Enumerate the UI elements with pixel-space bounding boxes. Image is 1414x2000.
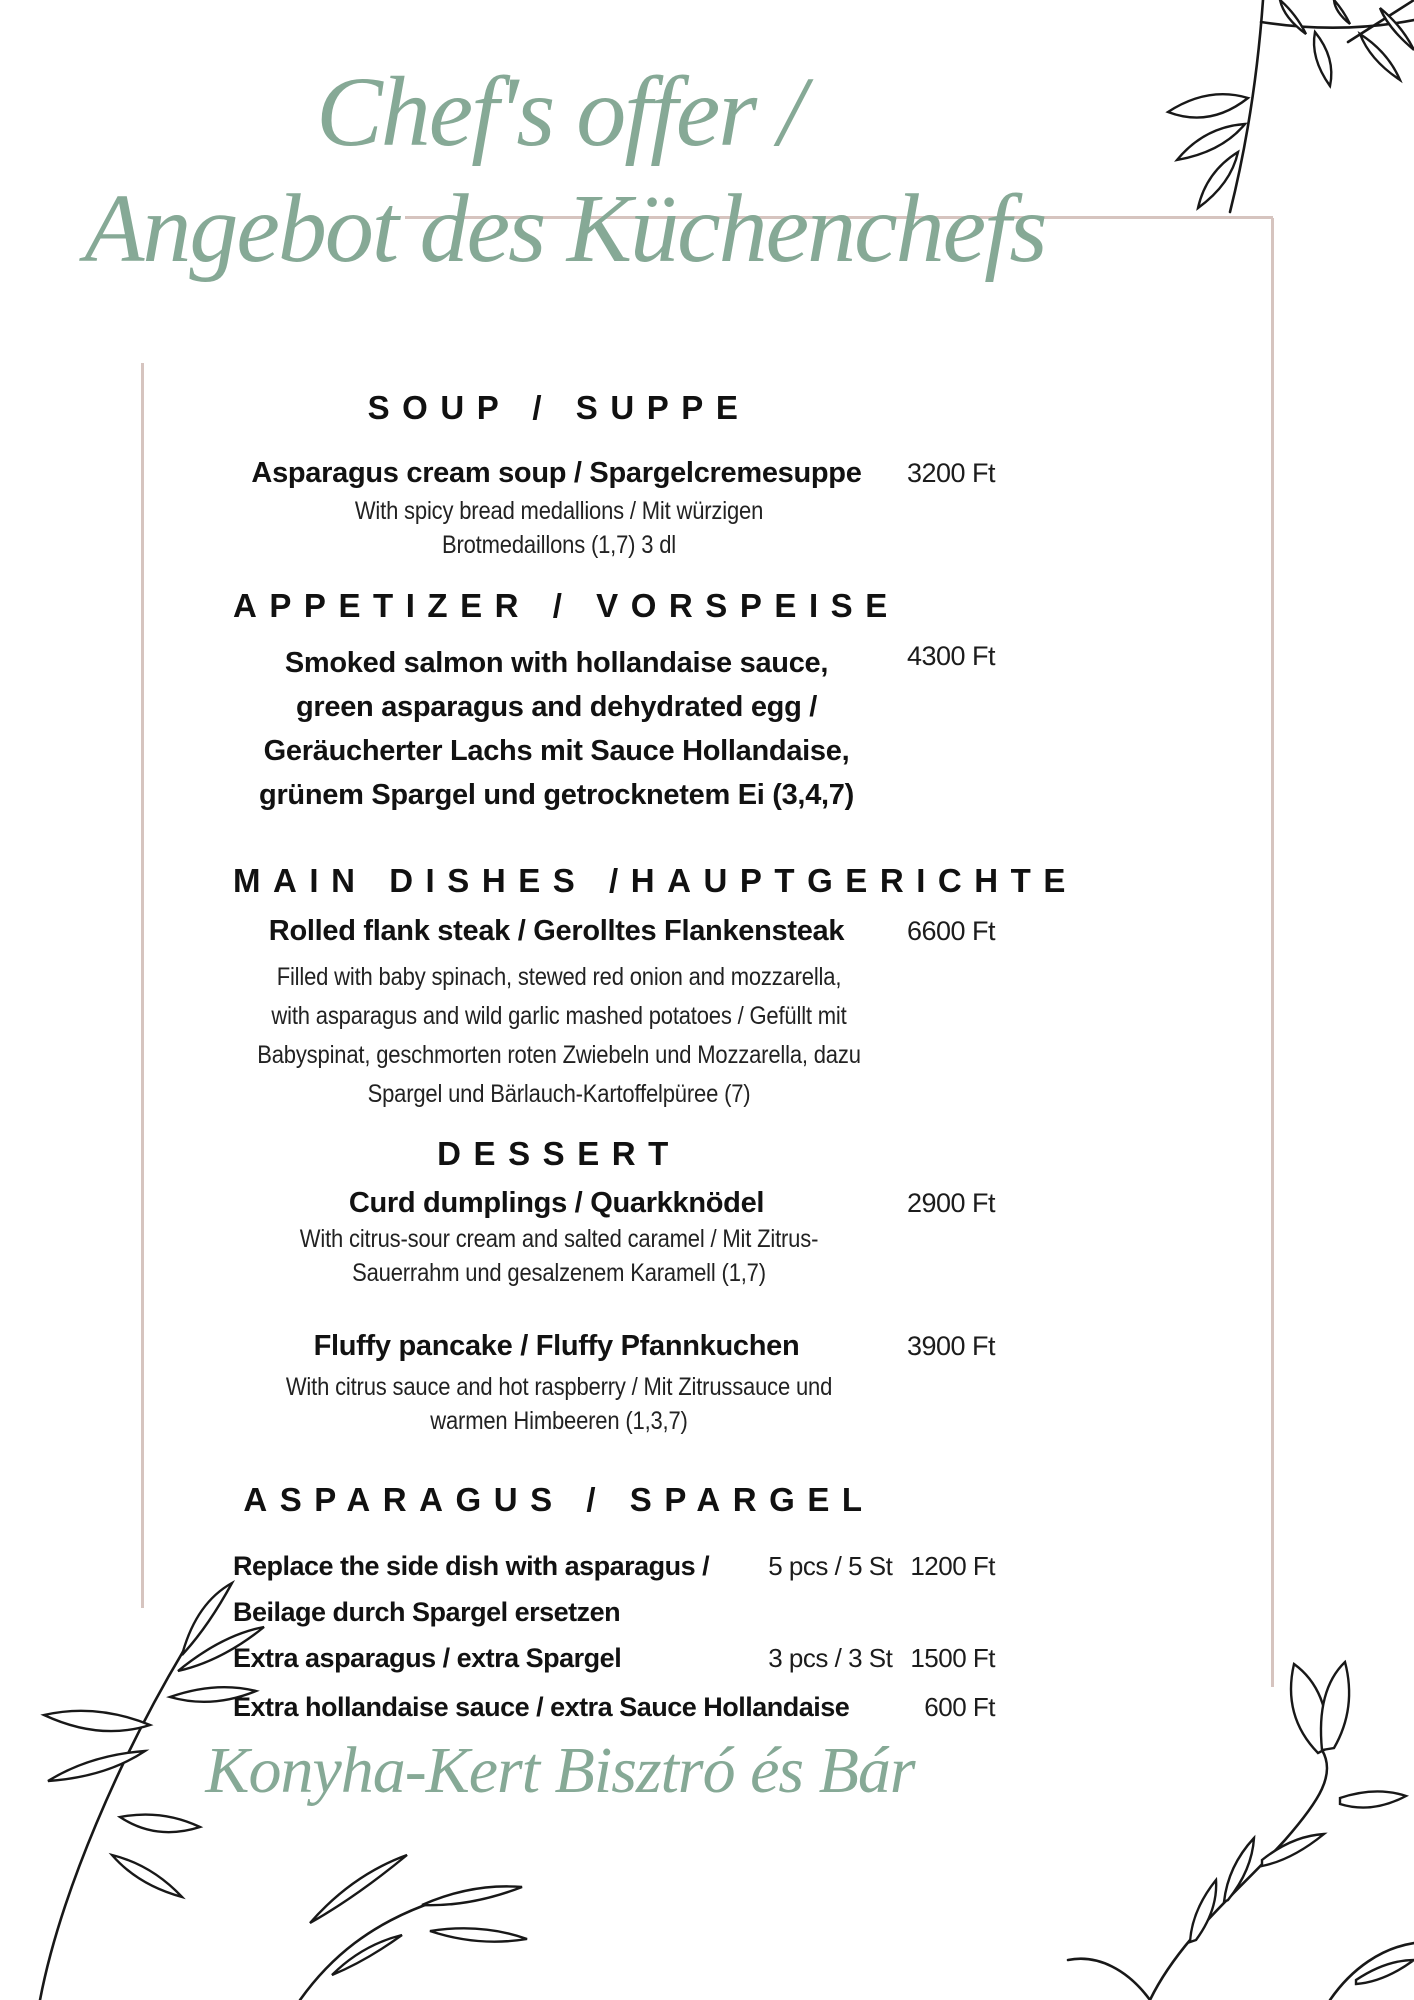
asparagus-row-replace-side-de xyxy=(233,1596,995,1628)
item-price: 3200 Ft xyxy=(906,458,995,488)
restaurant-name: Konyha-Kert Bisztró és Bár xyxy=(205,1734,915,1807)
branch-top-right-icon xyxy=(1080,0,1414,230)
item-price: 1500 Ft xyxy=(910,1643,995,1673)
item-price: 1200 Ft xyxy=(910,1551,995,1581)
section-heading-appetizer: APPETIZER / VORSPEISE xyxy=(233,587,900,624)
item-price: 4300 Ft xyxy=(906,641,995,671)
section-heading-dessert: DESSERT xyxy=(437,1135,681,1172)
item-name: Rolled flank steak / Gerolltes Flankensteak xyxy=(268,915,845,947)
item-name: Extra asparagus / extra Spargel xyxy=(233,1643,622,1673)
item-price: 600 Ft xyxy=(924,1692,995,1722)
item-quantity: 5 pcs / 5 St xyxy=(768,1551,893,1581)
page-title-line2: Angebot des Küchenchefs xyxy=(84,175,1046,283)
menu-item-steak xyxy=(233,916,995,946)
frame-border-left xyxy=(141,363,144,1608)
menu-item-salmon xyxy=(233,641,995,817)
menu-item-pancake xyxy=(233,1331,995,1361)
item-name: Asparagus cream soup / Spargelcremesuppe xyxy=(251,457,862,489)
section-heading-main-dishes: MAIN DISHES /HAUPTGERICHTE xyxy=(233,862,1078,899)
item-name: Replace the side dish with asparagus / xyxy=(233,1551,710,1581)
item-name: Curd dumplings / Quarkknödel xyxy=(348,1187,765,1219)
menu-item-soup xyxy=(233,458,995,488)
item-price: 2900 Ft xyxy=(906,1188,995,1218)
item-description: With citrus sauce and hot raspberry / Mit Zitrussauce und warmen Himbeeren (1,3,7) xyxy=(285,1373,833,1435)
section-heading-soup: SOUP / SUPPE xyxy=(367,389,751,426)
item-description: With spicy bread medallions / Mit würzigen Brotmedaillons (1,7) 3 dl xyxy=(354,497,764,559)
item-description: Filled with baby spinach, stewed red onion and mozzarella, with asparagus and wild garlic mashed potatoes / Gefüllt mit Babyspinat, geschmorten roten Zwiebeln und Mozzarella, dazu Spargel und Bärlauch-Kartoffelpüree (7) xyxy=(257,963,861,1108)
asparagus-row-replace-side xyxy=(233,1550,995,1582)
item-price: 6600 Ft xyxy=(906,916,995,946)
item-name: Smoked salmon with hollandaise sauce, green asparagus and dehydrated egg / Geräucherter Lachs mit Sauce Hollandaise, grünem Spargel und getrocknetem Ei (3,4,7) xyxy=(259,647,854,811)
item-name: Fluffy pancake / Fluffy Pfannkuchen xyxy=(313,1330,800,1362)
section-heading-asparagus: ASPARAGUS / SPARGEL xyxy=(243,1481,875,1518)
item-quantity: 3 pcs / 3 St xyxy=(768,1643,893,1673)
menu-item-curd-dumplings xyxy=(233,1188,995,1218)
frame-border-right xyxy=(1271,218,1274,1687)
page-title-line1: Chef's offer / xyxy=(316,56,804,167)
asparagus-row-extra-asparagus xyxy=(233,1642,995,1674)
item-description: With citrus-sour cream and salted caramel / Mit Zitrus-Sauerrahm und gesalzenem Karamell (1,7) xyxy=(299,1225,819,1287)
asparagus-row-extra-hollandaise xyxy=(233,1691,995,1723)
item-price: 3900 Ft xyxy=(906,1331,995,1361)
item-name: Extra hollandaise sauce / extra Sauce Hollandaise xyxy=(233,1692,850,1722)
item-name-german: Beilage durch Spargel ersetzen xyxy=(233,1597,621,1627)
